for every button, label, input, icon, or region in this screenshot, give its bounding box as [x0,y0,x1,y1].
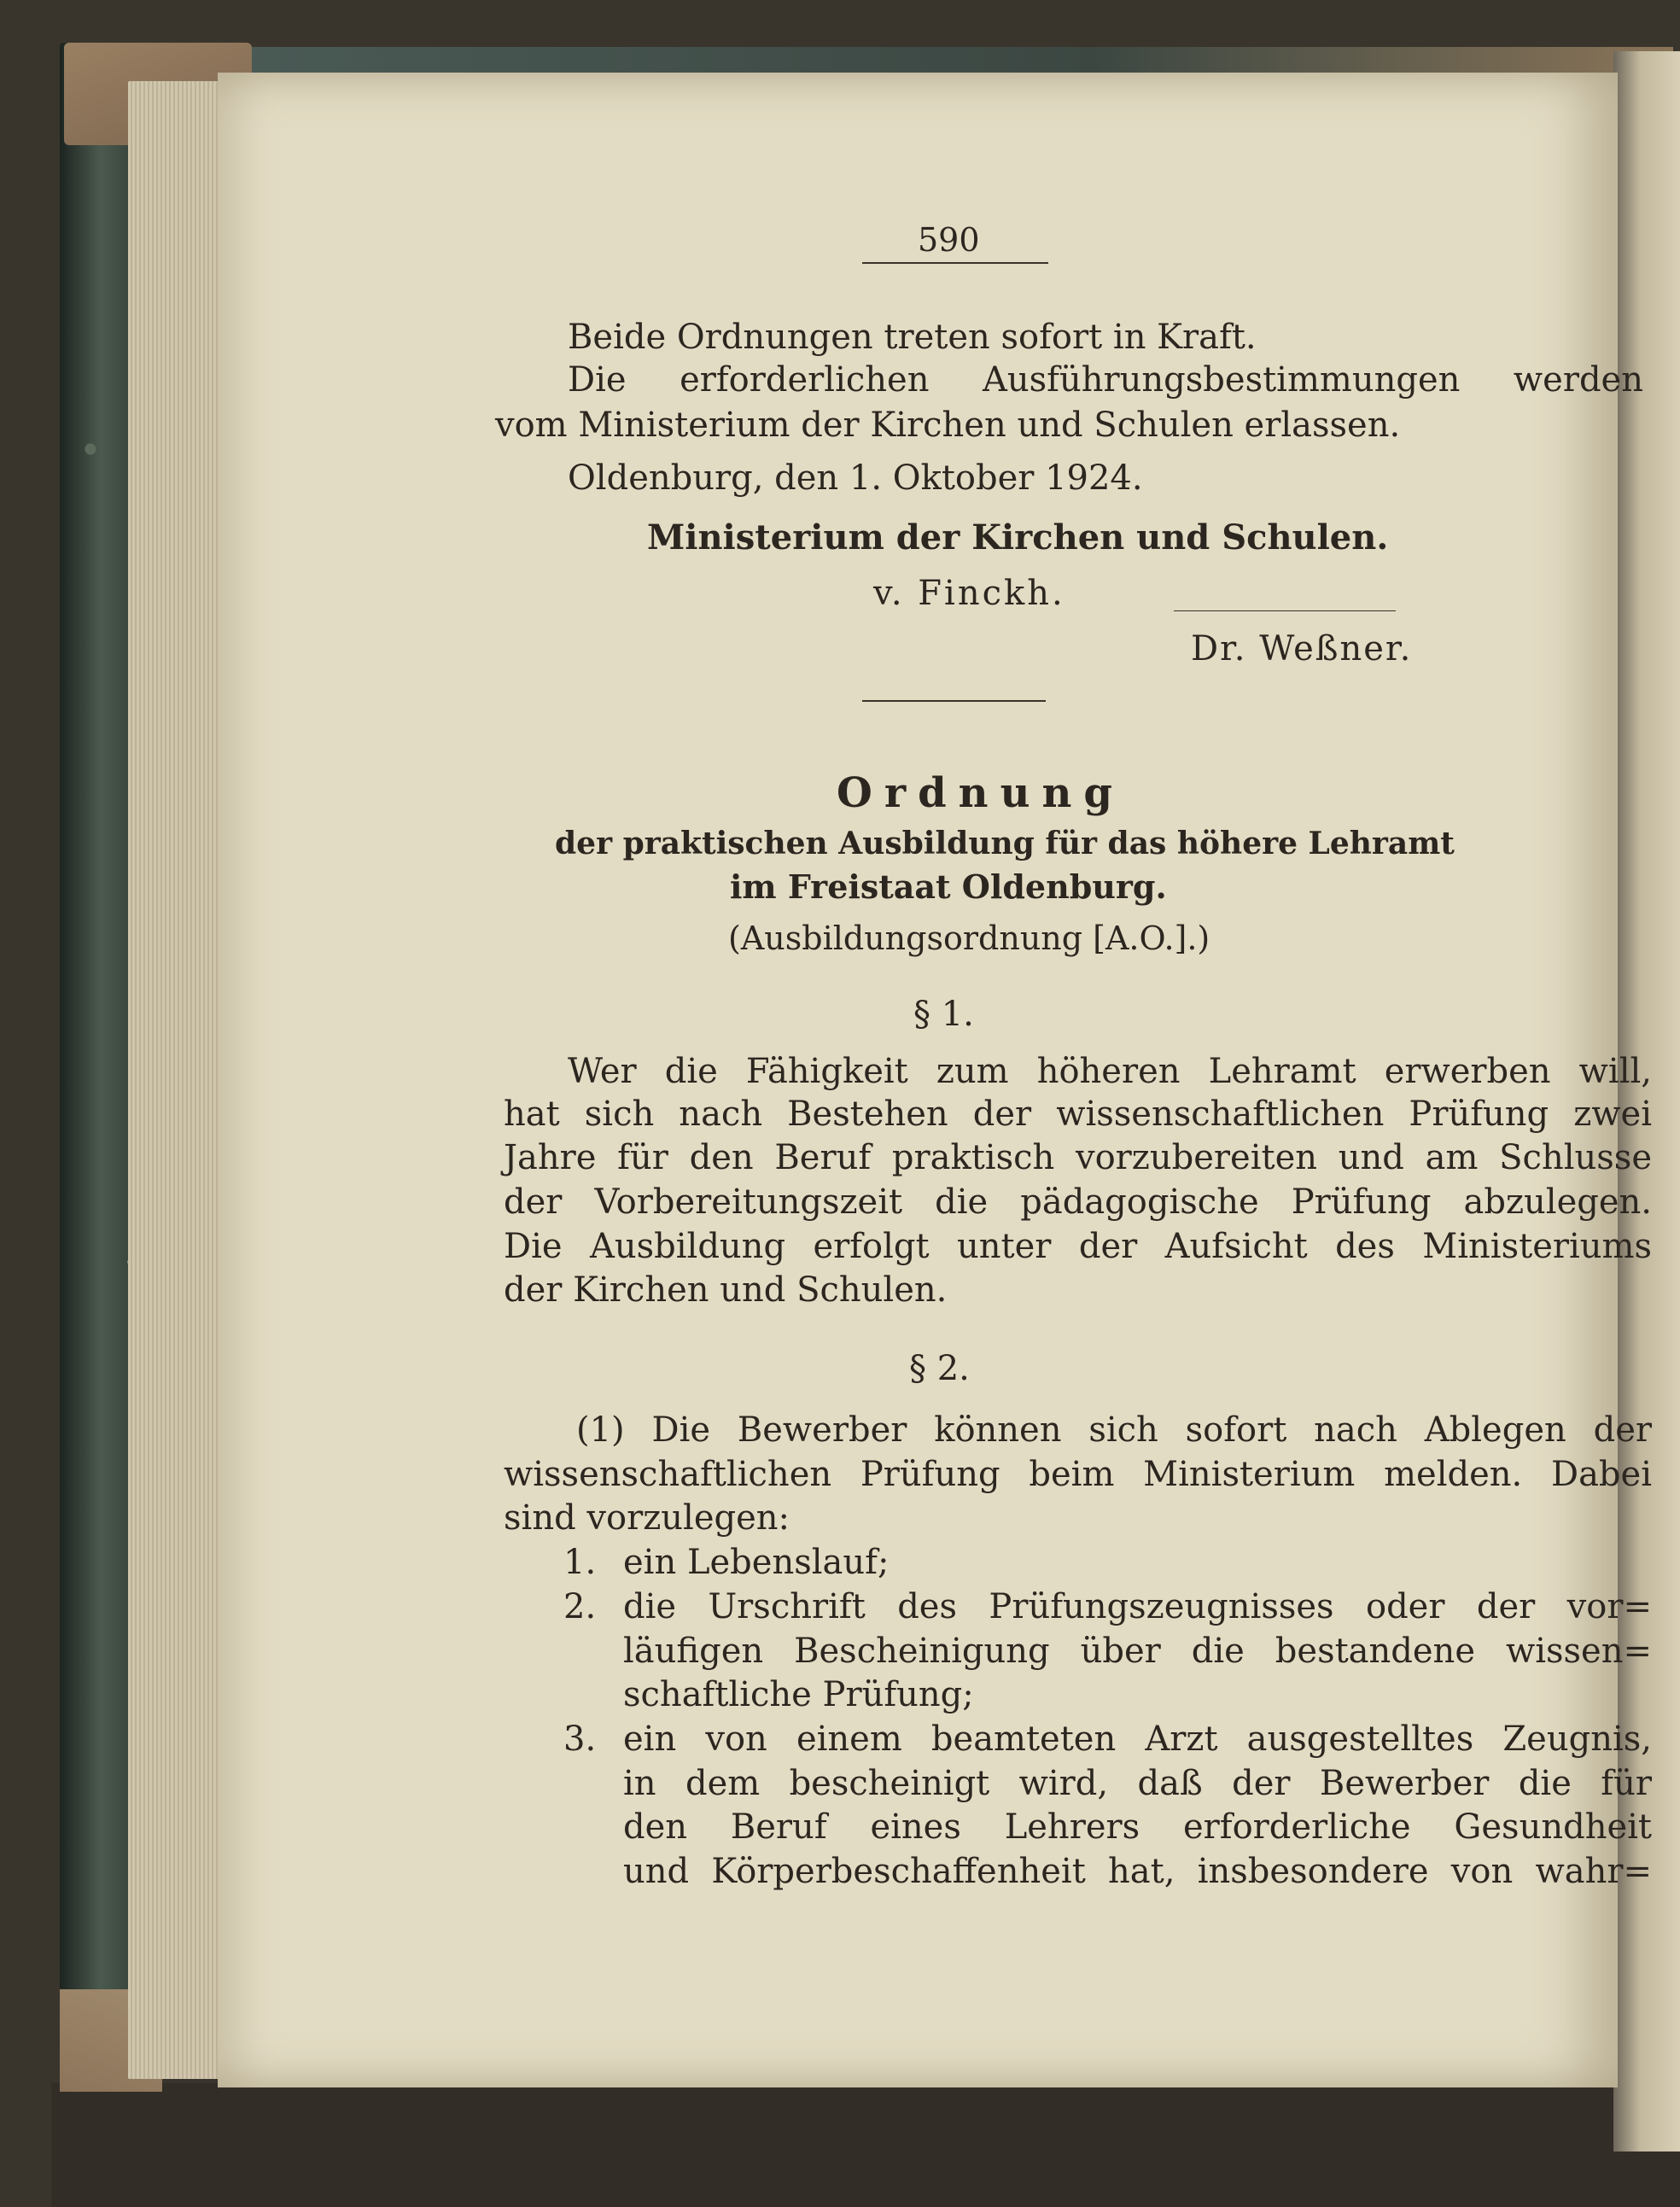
signature-rule [1174,610,1396,611]
section-1-line-2: hat sich nach Bestehen der wissenschaftlichen Prüfung zwei [504,1095,1652,1134]
intro-line-3: vom Ministerium der Kirchen und Schulen erlassen. [495,406,1401,445]
section-2-line-3: sind vorzulegen: [504,1498,790,1538]
list-item-1-line-1: ein Lebenslauf; [623,1543,890,1582]
section-2-label: § 2. [909,1349,970,1388]
intro-line-4: Oldenburg, den 1. Oktober 1924. [568,458,1143,498]
list-item-2-line-2: läufigen Bescheinigung über die bestandene wissen= [623,1632,1652,1671]
document-title: Ordnung [837,769,1124,817]
section-1-line-5: Die Ausbildung erfolgt unter der Aufsicht des Ministeriums [504,1227,1652,1266]
list-item-3-line-3: den Beruf eines Lehrers erforderliche Gesundheit [623,1807,1652,1847]
list-item-3-line-4: und Körperbeschaffenheit hat, insbesondere von wahr= [623,1852,1652,1891]
ministry-signature: Ministerium der Kirchen und Schulen. [647,517,1389,558]
list-item-3-line-2: in dem bescheinigt wird, daß der Bewerber die für [623,1764,1652,1803]
list-item-1-number: 1. [563,1543,597,1582]
section-2-line-1: (1) Die Bewerber können sich sofort nach Ablegen der [576,1410,1652,1450]
section-1-line-1: Wer die Fähigkeit zum höheren Lehramt erwerben will, [568,1052,1652,1091]
intro-line-1: Beide Ordnungen treten sofort in Kraft. [568,318,1257,357]
document-subtitle-line-2: im Freistaat Oldenburg. [730,867,1167,906]
list-item-3-number: 3. [563,1719,597,1759]
section-1-line-4: der Vorbereitungszeit die pädagogische Prüfung abzulegen. [504,1182,1652,1222]
list-item-2-line-3: schaftliche Prüfung; [623,1675,974,1714]
signature-wessner: Dr. Weßner. [1191,629,1413,669]
background-shadow [51,2083,1680,2207]
section-2-line-2: wissenschaftlichen Prüfung beim Ministerium melden. Dabei [504,1455,1652,1494]
page [218,73,1652,2087]
list-item-2-number: 2. [563,1587,597,1626]
document-subtitle-line-1: der praktischen Ausbildung für das höhere Lehramt [555,826,1455,861]
page-number: 590 [918,221,980,259]
document-short-name: (Ausbildungsordnung [A.O.].) [728,920,1210,957]
list-item-3-line-1: ein von einem beamteten Arzt ausgestelltes Zeugnis, [623,1719,1652,1759]
signature-finckh: v. Finckh. [873,574,1065,613]
intro-line-2: Die erforderlichen Ausführungsbestimmungen werden [568,360,1643,400]
list-item-2-line-1: die Urschrift des Prüfungszeugnisses oder der vor= [623,1587,1652,1626]
section-1-line-6: der Kirchen und Schulen. [504,1270,948,1310]
page-number-rule [862,262,1048,264]
section-1-label: § 1. [913,995,974,1034]
section-1-line-3: Jahre für den Beruf praktisch vorzubereiten und am Schlusse [504,1138,1652,1177]
section-divider [862,700,1046,702]
